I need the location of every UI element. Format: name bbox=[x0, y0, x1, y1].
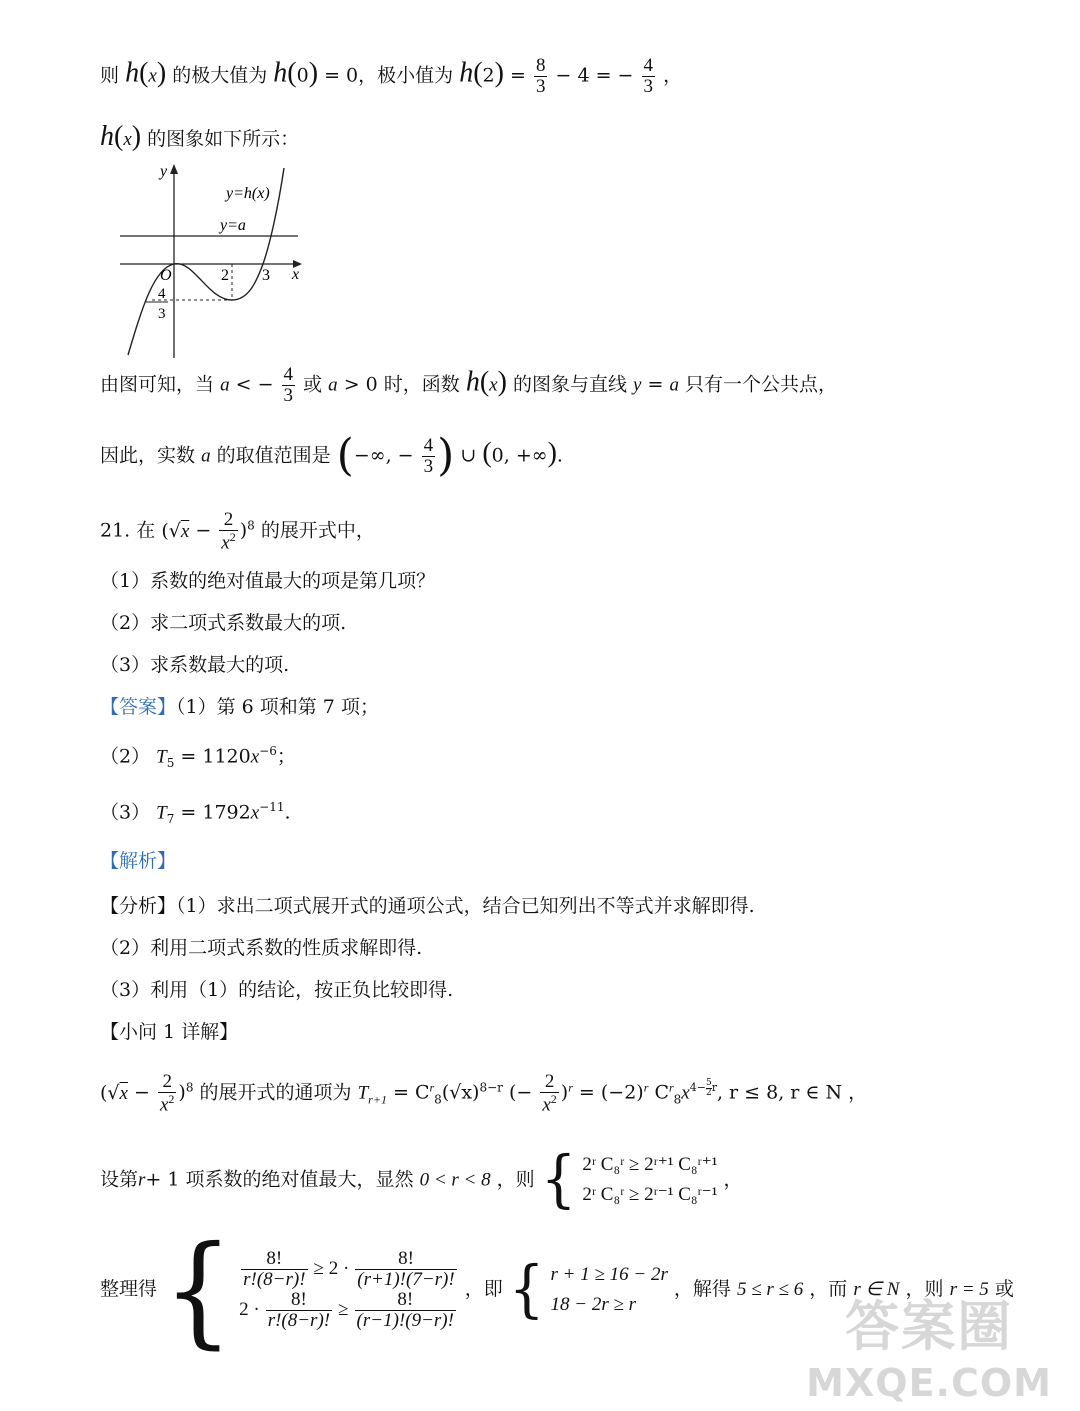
text: = bbox=[509, 64, 526, 87]
text: ， bbox=[723, 1168, 743, 1191]
text: (− bbox=[508, 1081, 533, 1104]
num: 0 bbox=[296, 64, 309, 87]
superscript: r bbox=[429, 1080, 435, 1095]
denominator: 3 bbox=[423, 455, 434, 477]
numerator: 8! bbox=[397, 1289, 414, 1310]
numerator: 4 bbox=[283, 364, 294, 385]
term-T: T bbox=[156, 746, 167, 768]
denominator: (r−1)!(9−r)! bbox=[356, 1309, 454, 1331]
var-a: a bbox=[328, 374, 338, 396]
answer-tag: 【答案】 bbox=[100, 696, 177, 718]
tick-2: 2 bbox=[221, 267, 229, 284]
text: 整理得 bbox=[100, 1278, 158, 1300]
text: 的图象与直线 bbox=[512, 373, 627, 396]
var-x: x bbox=[180, 520, 190, 542]
var-a: a bbox=[220, 374, 230, 396]
denominator: 3 bbox=[535, 75, 546, 97]
subquestion-1: （1）系数的绝对值最大的项是第几项？ bbox=[100, 570, 436, 592]
text: ) bbox=[560, 1081, 569, 1104]
analysis-3: （3）利用（1）的结论，按正负比较即得. bbox=[100, 979, 454, 1001]
denominator: r!(8−r)! bbox=[267, 1309, 331, 1331]
term-T: T bbox=[156, 802, 167, 824]
text: − bbox=[134, 1081, 150, 1104]
origin-label: O bbox=[160, 267, 172, 284]
min-value-num: 4 bbox=[158, 286, 166, 302]
text: ，解得 bbox=[673, 1278, 731, 1300]
system-brace: { bbox=[540, 1144, 577, 1216]
max-min-statement: 则 h(x) 的极大值为 h(0) = 0，极小值为 h(2) = $\frac{8}{3}$ − 4 = − $\frac{4}{3}$ ， bbox=[100, 55, 683, 97]
fraction bbox=[219, 510, 237, 553]
numerator: 4 bbox=[643, 55, 654, 76]
func-h: h bbox=[100, 121, 114, 152]
subquestion-3: （3）求系数最大的项. bbox=[100, 654, 290, 676]
text: 2 · bbox=[239, 1299, 260, 1321]
subscript: 7 bbox=[166, 812, 175, 827]
denominator: x bbox=[159, 1094, 169, 1116]
var-x: x bbox=[489, 374, 498, 396]
var-r: r bbox=[138, 1169, 146, 1191]
numerator: 8! bbox=[290, 1289, 307, 1310]
assume-max-term bbox=[100, 1144, 743, 1216]
text: 的极大值为 bbox=[172, 64, 268, 87]
exponent: r bbox=[643, 1080, 649, 1095]
answer-3 bbox=[100, 800, 291, 827]
fraction bbox=[158, 1072, 176, 1115]
text: = 1792 bbox=[180, 801, 251, 824]
text: = 1120 bbox=[180, 745, 251, 768]
analysis-1 bbox=[100, 895, 755, 918]
inequality: 0 < r < 8 bbox=[419, 1169, 491, 1191]
text: C bbox=[654, 1081, 669, 1104]
var-a: a bbox=[669, 374, 679, 396]
set-membership: r ∈ N bbox=[853, 1279, 900, 1300]
text: + 1 项系数的绝对值最大，显然 bbox=[145, 1168, 414, 1191]
text: > 0 时，函数 bbox=[343, 373, 460, 396]
system bbox=[582, 1150, 717, 1211]
text: 或 bbox=[303, 373, 323, 396]
tick-3: 3 bbox=[262, 267, 270, 284]
text: = bbox=[647, 373, 664, 396]
system-brace: { bbox=[163, 1219, 234, 1361]
subscript: 8 bbox=[673, 1092, 682, 1107]
exponent: r bbox=[568, 1080, 573, 1095]
var-x: x bbox=[250, 746, 260, 768]
func-h: h bbox=[459, 57, 474, 89]
fraction bbox=[540, 1072, 558, 1115]
factorial-system bbox=[239, 1249, 459, 1331]
text: 由图可知，当 bbox=[100, 373, 215, 396]
fraction bbox=[422, 436, 436, 477]
text: ，即 bbox=[464, 1278, 503, 1300]
numerator: 2 bbox=[162, 1071, 172, 1092]
text: 只有一个公共点， bbox=[685, 373, 838, 396]
min-value-den: 3 bbox=[158, 306, 166, 322]
text: （3） bbox=[100, 801, 151, 824]
text: 的图象如下所示： bbox=[147, 128, 300, 150]
answer-2 bbox=[100, 744, 296, 771]
y-label: y bbox=[160, 163, 168, 180]
text: 因此，实数 bbox=[100, 444, 196, 467]
text: − 4 = − bbox=[555, 64, 634, 87]
graph-intro: h(x) 的图象如下所示： bbox=[100, 121, 300, 152]
subscript: 5 bbox=[166, 756, 175, 771]
denominator: x bbox=[542, 1094, 551, 1116]
text: = C bbox=[393, 1081, 430, 1104]
system-row: r + 1 ≥ 16 − 2r bbox=[550, 1263, 668, 1285]
numerator: 8! bbox=[398, 1248, 414, 1270]
system-brace: { bbox=[508, 1253, 545, 1326]
line-label: y=a bbox=[220, 217, 246, 234]
text: ， bbox=[663, 64, 683, 87]
text: = (−2) bbox=[578, 1081, 644, 1104]
x-label: x bbox=[292, 266, 300, 283]
exponent: −11 bbox=[259, 800, 285, 814]
y-axis-arrow bbox=[170, 164, 178, 174]
var-x: x bbox=[119, 1082, 128, 1104]
text: ； bbox=[276, 745, 296, 768]
numerator: 4 bbox=[423, 434, 434, 456]
num: 2 bbox=[482, 64, 495, 87]
text: 的展开式的通项为 bbox=[199, 1081, 352, 1104]
numerator: 2 bbox=[544, 1071, 555, 1092]
text: . bbox=[284, 801, 291, 824]
interval-part: −∞, − bbox=[353, 444, 414, 467]
subscript: r+1 bbox=[368, 1092, 387, 1107]
subquestion-1-heading: 【小问 1 详解】 bbox=[100, 1021, 239, 1043]
union: ∪ bbox=[460, 444, 477, 467]
exponent: 2 bbox=[229, 529, 236, 544]
numerator: 8 bbox=[535, 55, 546, 76]
function-graph bbox=[120, 158, 320, 363]
exponent: 8 bbox=[247, 518, 255, 533]
numerator: 2 bbox=[223, 509, 234, 530]
var-y: y bbox=[633, 374, 642, 396]
text: ，而 bbox=[809, 1278, 848, 1300]
var-a: a bbox=[201, 445, 211, 467]
fraction bbox=[642, 56, 656, 97]
denominator: (r+1)!(7−r)! bbox=[357, 1269, 455, 1291]
watermark-logo-text: 答案圈 bbox=[845, 1295, 1014, 1358]
subscript: 8 bbox=[434, 1092, 442, 1107]
watermark-url: MXQE.COM bbox=[806, 1361, 1052, 1405]
var-x: x bbox=[123, 129, 132, 150]
text: （1）求出二项式展开式的通项公式，结合已知列出不等式并求解即得. bbox=[176, 895, 755, 917]
text: < − bbox=[235, 373, 274, 396]
subquestion-2: （2）求二项式系数最大的项. bbox=[100, 612, 347, 634]
text: 则 bbox=[100, 64, 120, 87]
superscript: r bbox=[668, 1080, 674, 1095]
general-term: (√x − $\frac{2}{x^2}$ )$^8$ 的展开式的通项为 $T_{r+1} = C^r_8(√x)^{8-r}$ (− $\frac{2}{x^2}$ )$^r = (-2)^r$ $C^r_8x^{4- \frac{5}{2} r}$, r ≤ 8, r ∈ N ， bbox=[100, 1071, 868, 1116]
denominator: x bbox=[221, 532, 230, 554]
result: r = 5 bbox=[949, 1279, 989, 1300]
linear-system bbox=[551, 1260, 668, 1321]
exponent: 2 bbox=[168, 1091, 175, 1106]
system-row bbox=[239, 1249, 459, 1290]
text: = 0 bbox=[324, 64, 359, 87]
system-row bbox=[239, 1290, 459, 1331]
system-row: 18 − 2r ≥ r bbox=[550, 1294, 637, 1315]
analysis-label: 【分析】 bbox=[100, 895, 177, 917]
exponent: −6 bbox=[259, 744, 277, 758]
text: ≥ bbox=[338, 1299, 349, 1321]
text: 或 bbox=[994, 1278, 1014, 1300]
text: （1）第 6 项和第 7 项； bbox=[176, 696, 379, 718]
text: . bbox=[556, 444, 563, 467]
analysis-2: （2）利用二项式系数的性质求解即得. bbox=[100, 937, 423, 959]
answer-1 bbox=[100, 696, 379, 719]
fraction bbox=[534, 56, 548, 97]
denominator: 3 bbox=[643, 75, 654, 97]
text: （2） bbox=[100, 745, 151, 768]
system-row: 2ʳ C₈ʳ ≥ 2ʳ⁺¹ C₈ʳ⁺¹ bbox=[582, 1154, 718, 1175]
text: ，则 bbox=[905, 1278, 944, 1300]
var-x: x bbox=[681, 1082, 690, 1104]
text: (√x) bbox=[441, 1081, 480, 1104]
text: 的展开式中， bbox=[260, 519, 375, 542]
exponent: 2 bbox=[550, 1091, 557, 1106]
curve-label: y=h(x) bbox=[226, 185, 270, 202]
var-x: x bbox=[250, 802, 260, 824]
system-row: 2ʳ C₈ʳ ≥ 2ʳ⁻¹ C₈ʳ⁻¹ bbox=[582, 1184, 718, 1206]
func-h: h bbox=[125, 57, 140, 89]
text: , r ≤ 8, r ∈ N ， bbox=[716, 1081, 868, 1104]
text: ，则 bbox=[496, 1168, 535, 1191]
result: 5 ≤ r ≤ 6 bbox=[736, 1279, 804, 1300]
numerator: 8! bbox=[266, 1248, 283, 1270]
exponent: 8 bbox=[185, 1080, 194, 1095]
var-x: x bbox=[148, 65, 157, 87]
analysis-tag: 【解析】 bbox=[100, 850, 177, 872]
exponent: 8−r bbox=[479, 1080, 503, 1095]
text: ，极小值为 bbox=[358, 64, 454, 87]
interval-part: 0, +∞ bbox=[491, 444, 548, 467]
graph-conclusion: 由图可知，当 a < − $\frac{4}{3}$ 或 a > 0 时，函数 h(x) 的图象与直线 y = a 只有一个公共点， bbox=[100, 364, 838, 406]
func-h: h bbox=[273, 57, 288, 89]
denominator: 3 bbox=[283, 384, 294, 406]
term-T: T bbox=[357, 1082, 369, 1104]
fraction bbox=[282, 365, 296, 406]
text: 设第 bbox=[100, 1168, 139, 1191]
range-conclusion: 因此，实数 a 的取值范围是 (−∞, − $\frac{4}{3}$ ) ∪ (0, +∞). bbox=[100, 430, 563, 481]
func-h: h bbox=[465, 366, 480, 398]
text: ≥ 2 · bbox=[313, 1258, 350, 1280]
question-number: 21. 在 bbox=[100, 519, 156, 542]
watermark bbox=[806, 1284, 1052, 1405]
text: − bbox=[195, 519, 212, 542]
question-21: 21. 在 (√x − $\frac{2}{x^2}$ )$^8$ 的展开式中， bbox=[100, 509, 375, 554]
denominator: r!(8−r)! bbox=[243, 1269, 306, 1291]
text: 的取值范围是 bbox=[216, 444, 331, 467]
